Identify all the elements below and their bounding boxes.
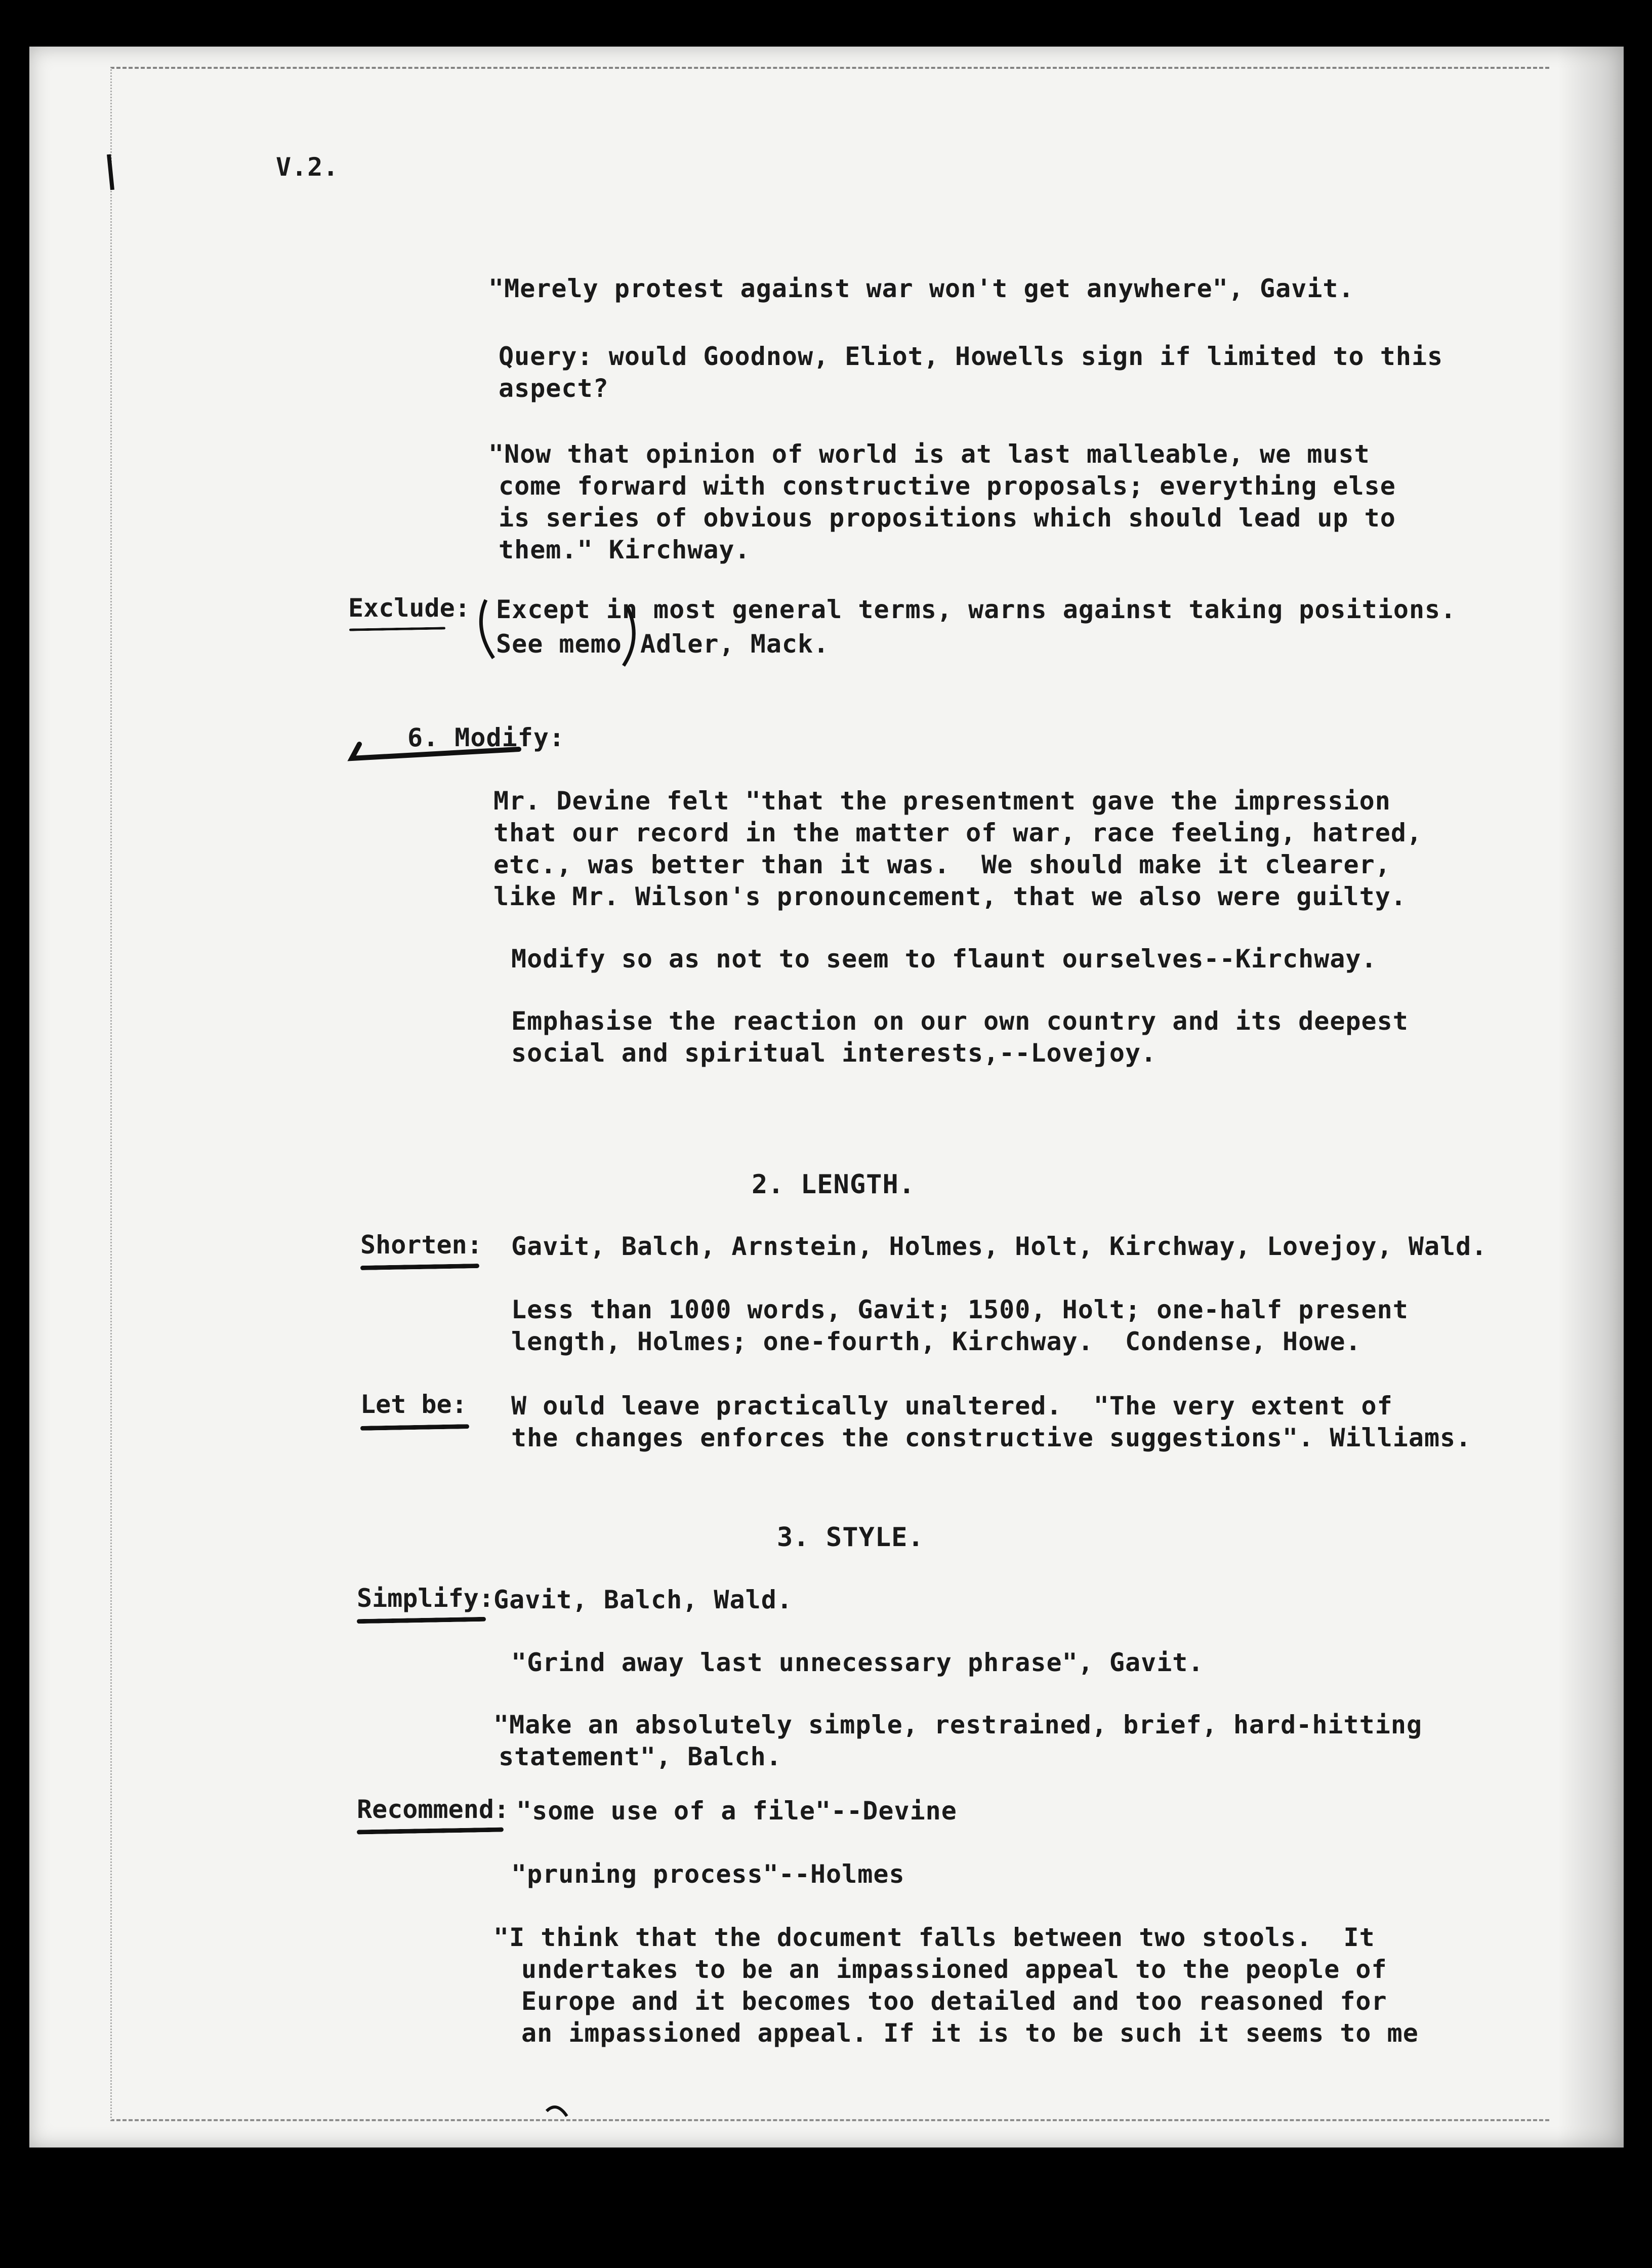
gavit-quote-line: "Merely protest against war won't get anywhere", Gavit. xyxy=(488,274,1354,303)
simplify-label: Simplify: xyxy=(357,1584,494,1613)
shorten-label: Shorten: xyxy=(360,1230,482,1260)
margin-tick-mark xyxy=(109,154,112,190)
modify-label: 6. Modify: xyxy=(407,723,565,752)
kirchway-quote-line-3: is series of obvious propositions which should lead up to xyxy=(499,503,1396,533)
query-line-1: Query: would Goodnow, Eliot, Howells sign if limited to this xyxy=(499,342,1443,371)
devine-line-3: etc., was better than it was. We should make it clearer, xyxy=(493,850,1391,879)
pruning-line: "pruning process"--Holmes xyxy=(511,1859,905,1889)
exclude-label: Exclude: xyxy=(348,593,470,623)
exclude-line-1: Except in most general terms, warns against taking positions. xyxy=(496,595,1457,624)
exclude-line-2: Adler, Mack. xyxy=(640,629,830,659)
length-heading: 2. LENGTH. xyxy=(752,1169,916,1200)
devine-line-2: that our record in the matter of war, race feeling, hatred, xyxy=(493,818,1423,847)
recommend-text: "some use of a file"--Devine xyxy=(516,1796,957,1826)
balch-quote-line-2: statement", Balch. xyxy=(499,1742,782,1771)
final-quote-line-1: "I think that the document falls between two stools. It xyxy=(493,1923,1375,1952)
kirchway-modify-line: Modify so as not to seem to flaunt ourselves--Kirchway. xyxy=(511,944,1377,974)
shorten-detail-1: Less than 1000 words, Gavit; 1500, Holt; one-half present xyxy=(511,1295,1409,1324)
gavit-style-quote: "Grind away last unnecessary phrase", Gavit. xyxy=(511,1648,1204,1677)
devine-line-4: like Mr. Wilson's pronouncement, that we also were guilty. xyxy=(493,882,1407,911)
kirchway-quote-line-1: "Now that opinion of world is at last malleable, we must xyxy=(488,439,1370,469)
bracket-right-mark xyxy=(624,608,634,666)
simplify-names: Gavit, Balch, Wald. xyxy=(493,1585,793,1614)
bottom-pen-mark xyxy=(547,2107,567,2116)
final-quote-line-2: undertakes to be an impassioned appeal to the people of xyxy=(521,1955,1387,1984)
final-quote-line-3: Europe and it becomes too detailed and too reasoned for xyxy=(521,1987,1387,2016)
shorten-names: Gavit, Balch, Arnstein, Holmes, Holt, Kirchway, Lovejoy, Wald. xyxy=(511,1232,1488,1261)
query-line-2: aspect? xyxy=(499,374,609,403)
devine-line-1: Mr. Devine felt "that the presentment gave the impression xyxy=(493,786,1391,816)
let-be-line-1: W ould leave practically unaltered. "The very extent of xyxy=(511,1391,1393,1421)
let-be-line-2: the changes enforces the constructive suggestions". Williams. xyxy=(511,1423,1472,1452)
style-heading: 3. STYLE. xyxy=(777,1522,924,1553)
recommend-label: Recommend: xyxy=(357,1795,510,1824)
shorten-detail-2: length, Holmes; one-fourth, Kirchway. Condense, Howe. xyxy=(511,1327,1361,1356)
balch-quote-line-1: "Make an absolutely simple, restrained, brief, hard-hitting xyxy=(493,1710,1423,1739)
final-quote-line-4: an impassioned appeal. If it is to be such it seems to me xyxy=(521,2018,1419,2048)
kirchway-quote-line-4: them." Kirchway. xyxy=(499,535,751,564)
bracket-left-mark xyxy=(481,600,493,658)
kirchway-quote-line-2: come forward with constructive proposals; everything else xyxy=(499,471,1396,501)
page-number: V.2. xyxy=(276,152,339,182)
lovejoy-line-1: Emphasise the reaction on our own country and its deepest xyxy=(511,1006,1409,1036)
see-memo-text: See memo xyxy=(496,629,622,659)
lovejoy-line-2: social and spiritual interests,--Lovejoy. xyxy=(511,1038,1157,1068)
let-be-label: Let be: xyxy=(360,1390,467,1419)
modify-arrow-mark xyxy=(352,744,519,758)
